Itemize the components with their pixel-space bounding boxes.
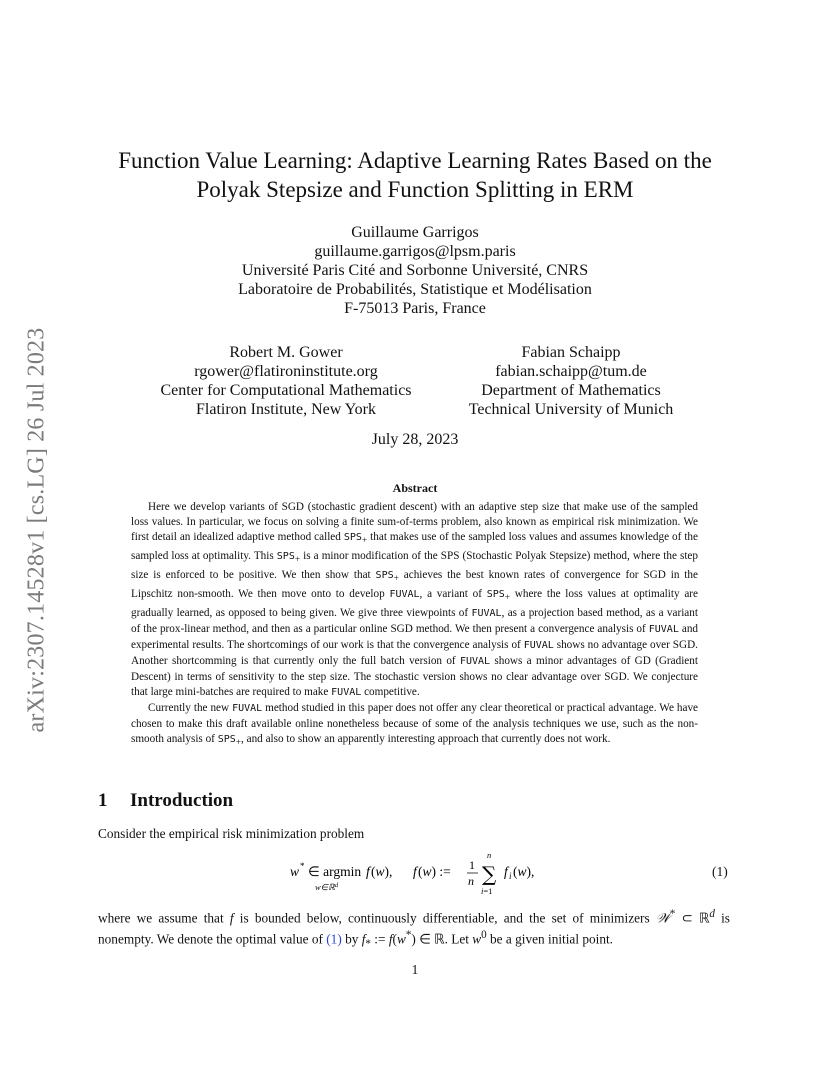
author-email: rgower@flatironinstitute.org [194, 363, 378, 380]
second-author-block [146, 343, 426, 419]
author-name: Guillaume Garrigos [351, 224, 479, 241]
equation-reference-link[interactable]: (1) [326, 931, 342, 947]
svg-text:f: f [366, 864, 370, 879]
svg-text:n: n [487, 850, 492, 860]
svg-text:f: f [504, 864, 508, 879]
author-name: Robert M. Gower [229, 344, 343, 361]
abstract-body [131, 500, 698, 751]
author-affiliation: Department of Mathematics [481, 382, 661, 399]
first-author-block [150, 223, 680, 318]
abstract-paragraph-1: Here we develop variants of SGD (stochastic gradient descent) with an adaptive step size that make use of the sampled loss values. In particular, we focus on solving a finite sum-of-terms problem, also known as empirical risk minimization. We first detail an idealized adaptive method called $SPS_+$ that makes use of the sampled loss values and assumes knowledge of the sampled loss at optimality. This $SPS_+$ is a minor modification of the SPS (Stochastic Polyak Stepsize) method, where the step size is enforced to be positive. We then show that $SPS_+$ achieves the best known rates of convergence for SGD in the Lipschitz non-smooth. We then move onto to develop FUVAL, a variant of $SPS_+$ where the loss values at optimality are gradually learned, as opposed to being given. We give three viewpoints of FUVAL, as a projection based method, as a variant of the prox-linear method, and then as a particular online SGD method. We then present a convergence analysis of FUVAL and experimental results. The shortcomings of our work is that the convergence analysis of FUVAL shows no advantage over SGD. Another shortcomming is that currently only the full batch version of FUVAL shows a minor advantages of GD (Gradient Descent) in terms of sensitivity to the step size. The stochastic version shows no clear advantage over SGD. We conjecture that large mini-batches are required to make FUVAL competitive. [131, 501, 699, 698]
svg-text:(w),: (w), [371, 864, 393, 879]
svg-text:n: n [468, 874, 474, 888]
svg-text:f: f [413, 864, 417, 879]
title-line-1: Function Value Learning: Adaptive Learning Rates Based on the [118, 148, 712, 173]
author-affiliation: Université Paris Cité and Sorbonne Université, CNRS [241, 262, 589, 279]
author-affiliation: F-75013 Paris, France [344, 300, 486, 317]
author-name: Fabian Schaipp [521, 344, 621, 361]
svg-text:(w) :=: (w) := [418, 864, 451, 879]
svg-text:i=1: i=1 [481, 886, 493, 896]
body-paragraph: where we assume that f is bounded below, continuously differentiable, and the set of minimizers 𝒲* ⊂ ℝ$^d$ is nonempty. We denote the optimal value of (1) by $f_*$ := f(w*) ∈ ℝ. Let $w^0$ be a given initial point. [98, 908, 730, 950]
author-affiliation: Flatiron Institute, New York [196, 401, 376, 418]
author-email: guillaume.garrigos@lpsm.paris [314, 243, 516, 260]
title-line-2: Polyak Stepsize and Function Splitting in ERM [196, 177, 634, 202]
section-number: 1 [98, 790, 108, 811]
arxiv-identifier [17, 300, 57, 760]
svg-text:w∈ℝd: w∈ℝ$^d$ [315, 882, 339, 892]
svg-text:i: i [509, 871, 512, 881]
svg-text:1: 1 [469, 858, 475, 872]
paper-title [90, 146, 740, 204]
svg-text:*: * [300, 861, 305, 871]
arxiv-identifier-text: arXiv:2307.14528v1 [cs.LG] 26 Jul 2023 [23, 327, 50, 733]
author-affiliation: Laboratoire de Probabilités, Statistique et Modélisation [238, 281, 592, 298]
svg-text:∑: ∑ [482, 862, 497, 886]
svg-text:∈ argmin: ∈ argmin [308, 864, 362, 879]
equation-number: (1) [712, 864, 728, 879]
abstract-heading: Abstract [392, 481, 438, 495]
author-affiliation: Technical University of Munich [468, 401, 674, 418]
section-heading [98, 790, 233, 812]
paper-date: July 28, 2023 [371, 431, 459, 448]
svg-text:w: w [290, 864, 300, 879]
abstract-paragraph-2: Currently the new FUVAL method studied in this paper does not offer any clear theoretical or practical advantage. We have chosen to make this draft available online nonetheless because of some of the analysis techniques we use, such as the non-smooth analysis of $SPS_+$, and also to show an apparently interesting approach that currently does not work. [131, 701, 698, 748]
page-number: 1 [411, 962, 419, 977]
section-title: Introduction [130, 790, 234, 811]
svg-text:(w),: (w), [513, 864, 535, 879]
intro-sentence: Consider the empirical risk minimization problem [98, 826, 365, 841]
author-email: fabian.schaipp@tum.de [495, 363, 647, 380]
author-affiliation: Center for Computational Mathematics [160, 382, 412, 399]
third-author-block [455, 343, 687, 419]
equation-erm [290, 852, 560, 906]
